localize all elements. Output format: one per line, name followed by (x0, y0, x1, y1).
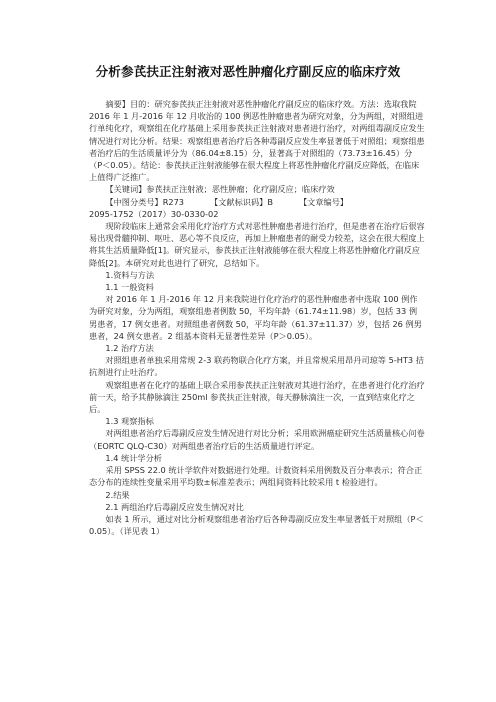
clc-number: 【中图分类号】R273 (105, 196, 185, 207)
document-title: 分析参芪扶正注射液对恶性肿瘤化疗副反应的临床疗效 (95, 64, 401, 79)
control-treatment-paragraph: 对照组患者单独采用常规 2-3 联药物联合化疗方案，并且常规采用昂丹司琼等 5-HT3 拮抗剂进行止吐治疗。 (89, 355, 424, 378)
subsection-heading: 1.1 一般资料 (105, 282, 154, 293)
section-heading: 2.结果 (105, 489, 130, 500)
subsection-heading: 2.1 两组治疗后毒副反应发生情况对比 (105, 501, 244, 512)
intro-paragraph: 现阶段临床上通常会采用化疗治疗方式对恶性肿瘤患者进行治疗，但是患者在治疗后很容易出现骨髓抑制、呕吐、恶心等不良反应，再加上肿瘤患者的耐受力较差，这会在很大程度上将其生活质量降低[1]。研究显示，参芪扶正注射液能够在很大程度上将恶性肿瘤化疗副反应降低[2]。本研究对此也进行了研究，总结如下。 (89, 221, 425, 268)
keywords-line: 【关键词】参芪扶正注射液；恶性肿瘤；化疗副反应；临床疗效 (105, 184, 335, 195)
results-paragraph: 如表 1 所示，通过对比分析观察组患者治疗后各种毒副反应发生率显著低于对照组（P＜0.05）。（详见表 1） (89, 513, 424, 537)
article-number-label: 【文章编号】 (298, 196, 349, 207)
indicators-paragraph: 对两组患者治疗后毒副反应发生情况进行对比分析；采用欧洲癌症研究生活质量核心问卷（EORTC QLQ-C30）对两组患者治疗后的生活质量进行评定。 (89, 428, 425, 451)
general-data-paragraph: 对 2016 年 1 月-2016 年 12 月来我院进行化疗治疗的恶性肿瘤患者中选取 100 例作为研究对象，分为两组，观察组患者例数 50，平均年龄（61.74±11.98）岁，包括 33 例男患者，17 例女患者。对照组患者例数 50，平均年龄（61.37±11.37）岁，包括 26 例男患者，24 例女患者。2 组基本资料无显著性差异（P＞0.05）。 (89, 294, 422, 341)
subsection-heading: 1.4 统计学分析 (105, 452, 162, 463)
document-code: 【文献标识码】B (210, 196, 273, 207)
document-body (89, 98, 425, 537)
section-heading: 1.资料与方法 (105, 269, 155, 280)
article-number: 2095-1752（2017）30-0330-02 (89, 208, 219, 219)
subsection-heading: 1.3 观察指标 (105, 416, 154, 427)
abstract-paragraph: 摘要】目的：研究参芪扶正注射液对恶性肿瘤化疗副反应的临床疗效。方法：选取我院 2016 年 1 月-2016 年 12 月收治的 100 例恶性肿瘤患者为研究对象，分为两组，对照组进行单纯化疗，观察组在化疗基础上采用参芪扶正注射液对患者进行治疗，对两组毒副反应发生情况进行对比分析。结果：观察组患者治疗后各种毒副反应发生率显著低于对照组；观察组患者治疗后的生活质量评分为（86.04±8.15）分，显著高于对照组的（73.73±16.45）分（P＜0.05）。结论：参芪扶正注射液能够在很大程度上将恶性肿瘤化疗副反应降低，在临床上值得广泛推广。 (89, 99, 425, 183)
observation-treatment-paragraph: 观察组患者在化疗的基础上联合采用参芪扶正注射液对其进行治疗，在患者进行化疗治疗前一天，给予其静脉滴注 250ml 参芪扶正注射液，每天静脉滴注一次，一直到结束化疗之后。 (89, 379, 425, 415)
classification-line (89, 196, 425, 208)
subsection-heading: 1.2 治疗方法 (105, 343, 154, 354)
statistics-paragraph: 采用 SPSS 22.0 统计学软件对数据进行处理。计数资料采用例数及百分率表示；符合正态分布的连续性变量采用平均数±标准差表示；两组间资料比较采用 t 检验进行。 (89, 465, 423, 488)
